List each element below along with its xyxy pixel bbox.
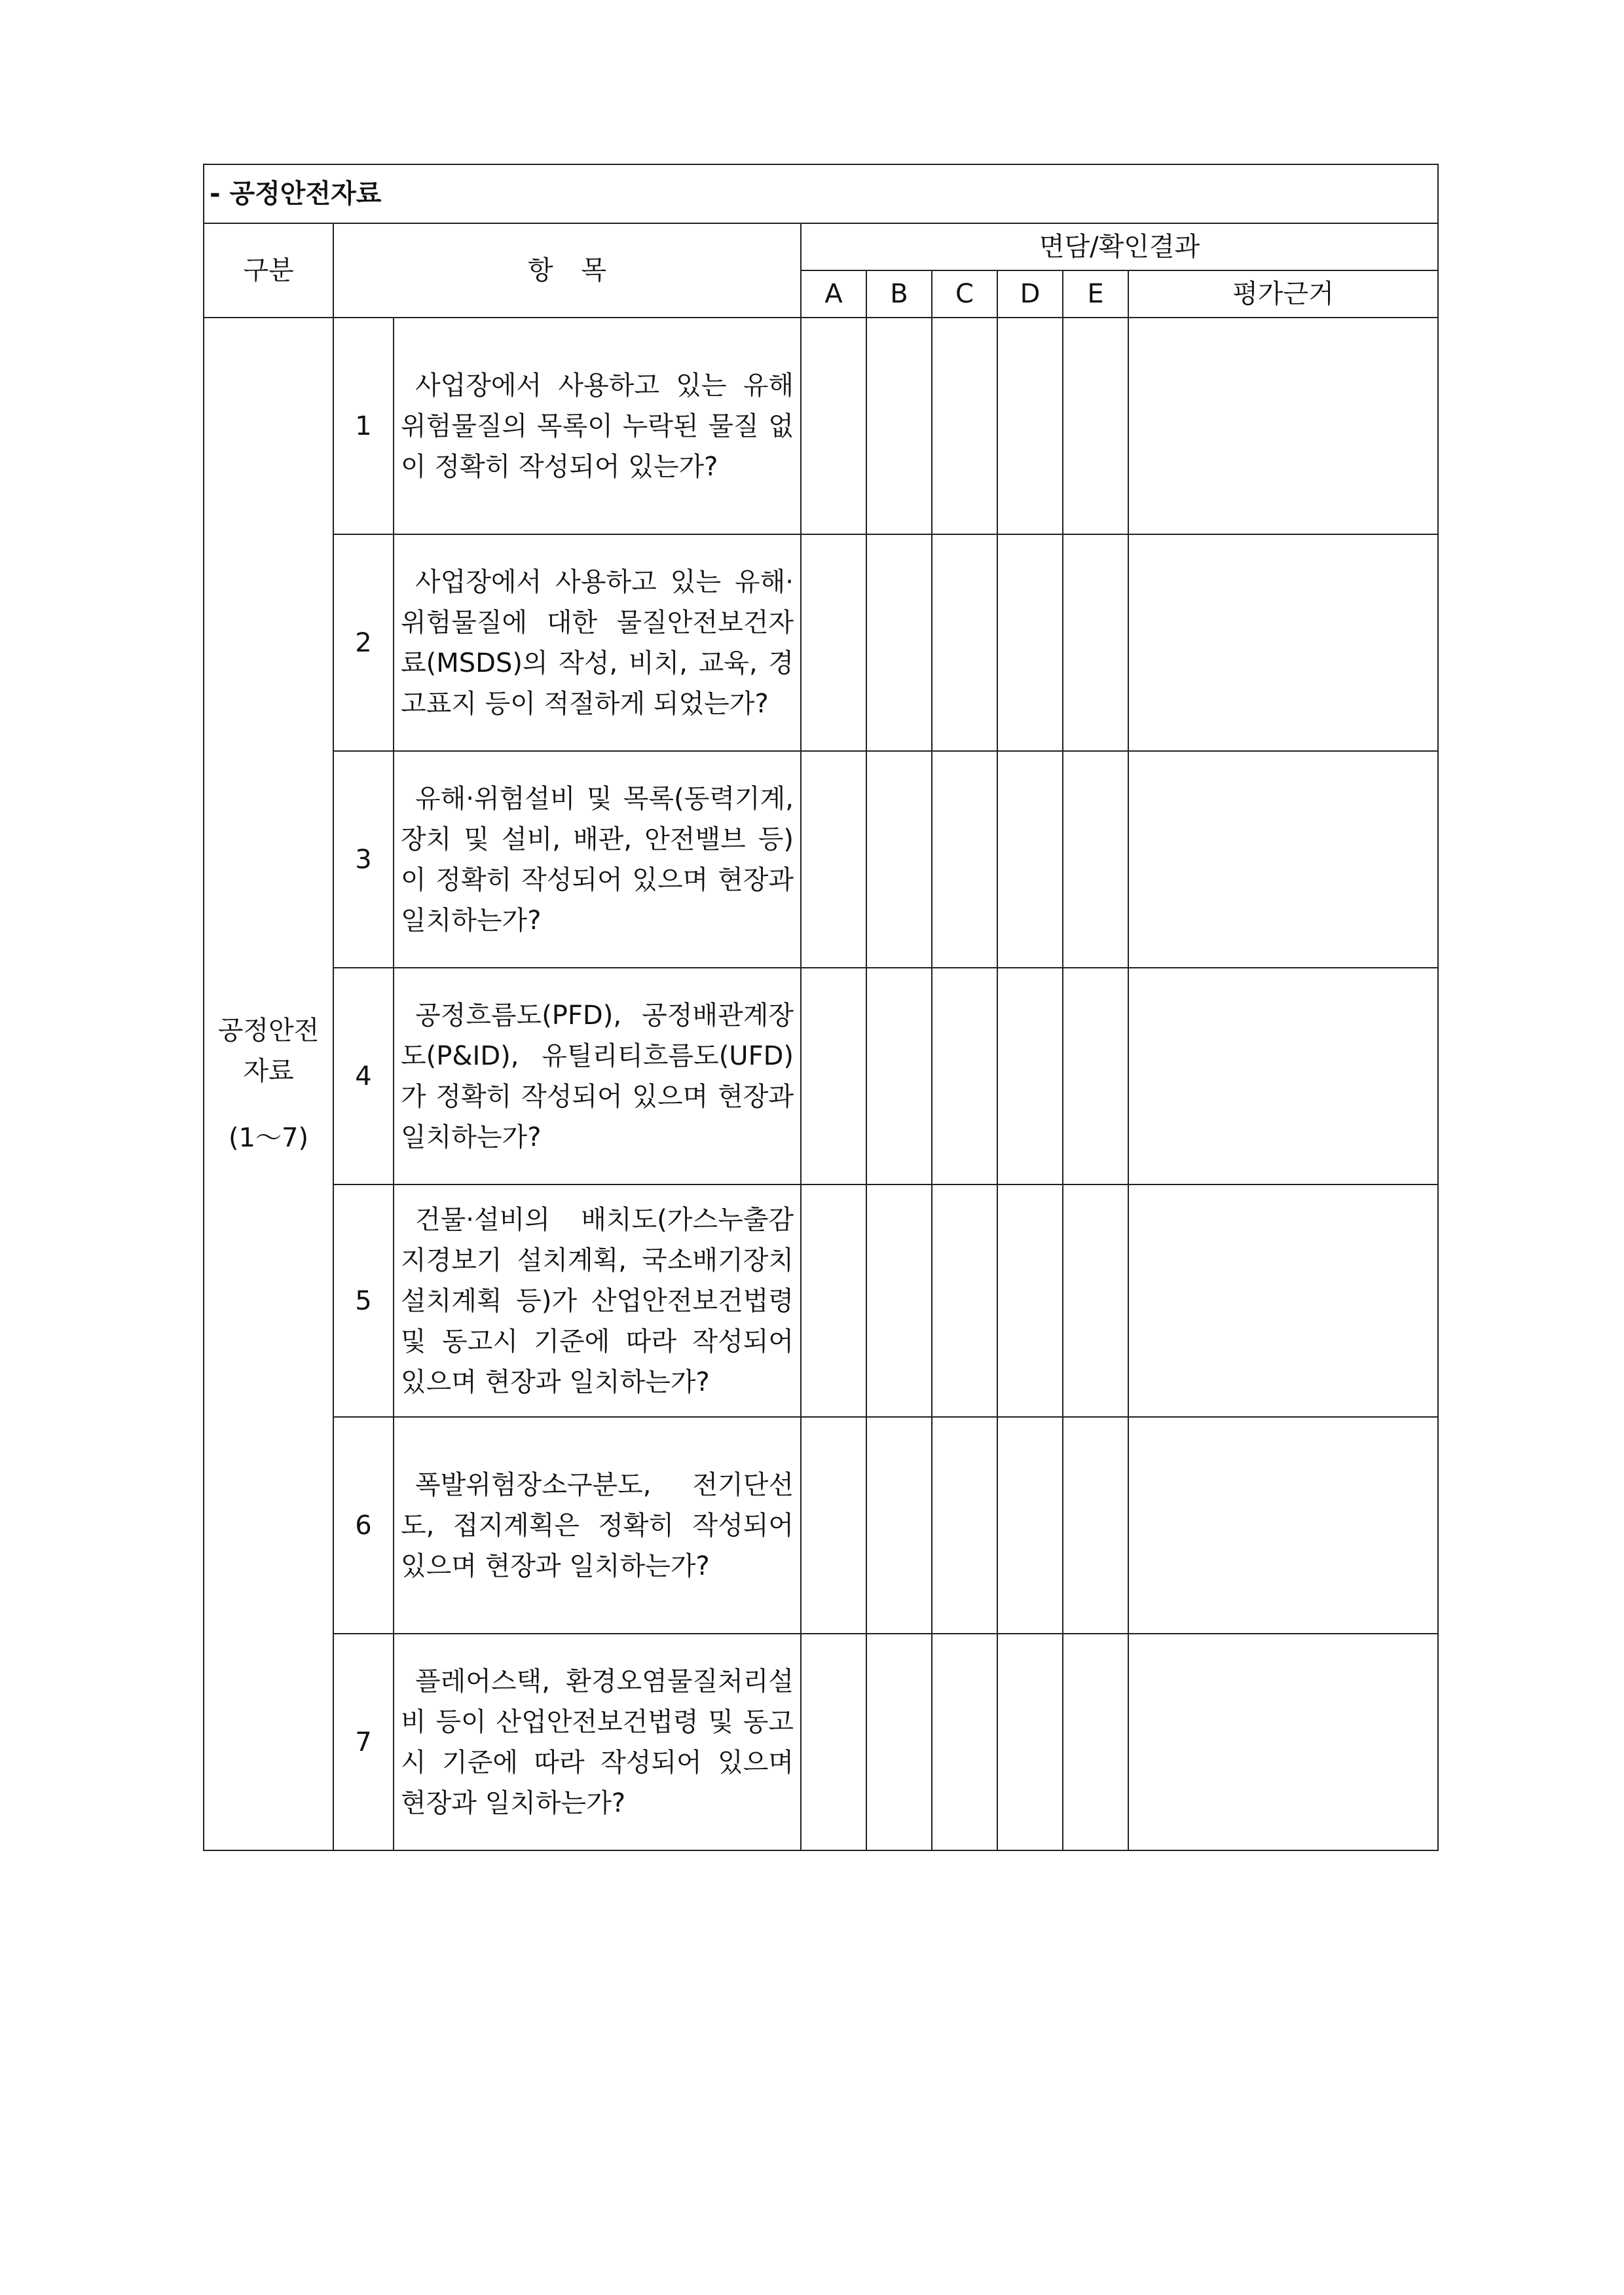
grade-b-cell[interactable]: [866, 1634, 932, 1850]
item-number: 3: [333, 751, 394, 968]
header-item: 항 목: [333, 223, 801, 318]
grade-b-cell[interactable]: [866, 1184, 932, 1417]
grade-a-cell[interactable]: [801, 1184, 866, 1417]
table-row: [204, 318, 1438, 534]
table-row: [204, 968, 1438, 1184]
item-number: 1: [333, 318, 394, 534]
grade-d-cell[interactable]: [997, 751, 1063, 968]
grade-a-cell[interactable]: [801, 1634, 866, 1850]
grade-e-cell[interactable]: [1063, 968, 1128, 1184]
grade-d-cell[interactable]: [997, 968, 1063, 1184]
table-row: [204, 751, 1438, 968]
item-text: 폭발위험장소구분도, 전기단선도, 접지계획은 정확히 작성되어 있으며 현장과 일치하는가?: [394, 1417, 801, 1634]
category-name-line2: 자료: [243, 1056, 294, 1086]
basis-cell[interactable]: [1128, 968, 1438, 1184]
item-number: 5: [333, 1184, 394, 1417]
section-title: - 공정안전자료: [204, 164, 1438, 223]
grade-c-cell[interactable]: [932, 1184, 997, 1417]
basis-cell[interactable]: [1128, 1634, 1438, 1850]
category-cell: [204, 318, 333, 1850]
item-number: 4: [333, 968, 394, 1184]
grade-d-cell[interactable]: [997, 1184, 1063, 1417]
grade-b-cell[interactable]: [866, 1417, 932, 1634]
evaluation-table: [203, 164, 1439, 1851]
grade-c-cell[interactable]: [932, 1634, 997, 1850]
item-number: 7: [333, 1634, 394, 1850]
header-basis: 평가근거: [1128, 270, 1438, 318]
grade-c-cell[interactable]: [932, 751, 997, 968]
item-number: 2: [333, 534, 394, 751]
basis-cell[interactable]: [1128, 318, 1438, 534]
header-interview-result: 면담/확인결과: [801, 223, 1438, 270]
grade-b-cell[interactable]: [866, 751, 932, 968]
grade-b-cell[interactable]: [866, 318, 932, 534]
header-grade-b: B: [866, 270, 932, 318]
header-grade-d: D: [997, 270, 1063, 318]
category-name-line1: 공정안전: [217, 1015, 320, 1046]
basis-cell[interactable]: [1128, 751, 1438, 968]
category-range: (1～7): [228, 1122, 309, 1153]
basis-cell[interactable]: [1128, 1417, 1438, 1634]
grade-d-cell[interactable]: [997, 1634, 1063, 1850]
item-text: 건물·설비의 배치도(가스누출감지경보기 설치계획, 국소배기장치 설치계획 등)가 산업안전보건법령 및 동고시 기준에 따라 작성되어 있으며 현장과 일치하는가?: [394, 1184, 801, 1417]
table-row: [204, 1417, 1438, 1634]
item-text: 사업장에서 사용하고 있는 유해위험물질의 목록이 누락된 물질 없이 정확히 작성되어 있는가?: [394, 318, 801, 534]
grade-a-cell[interactable]: [801, 968, 866, 1184]
header-category: 구분: [204, 223, 333, 318]
header-grade-c: C: [932, 270, 997, 318]
grade-c-cell[interactable]: [932, 534, 997, 751]
grade-b-cell[interactable]: [866, 968, 932, 1184]
grade-e-cell[interactable]: [1063, 534, 1128, 751]
grade-c-cell[interactable]: [932, 968, 997, 1184]
item-text: 유해·위험설비 및 목록(동력기계, 장치 및 설비, 배관, 안전밸브 등)이 정확히 작성되어 있으며 현장과 일치하는가?: [394, 751, 801, 968]
basis-cell[interactable]: [1128, 534, 1438, 751]
grade-e-cell[interactable]: [1063, 1634, 1128, 1850]
grade-e-cell[interactable]: [1063, 1184, 1128, 1417]
grade-d-cell[interactable]: [997, 534, 1063, 751]
basis-cell[interactable]: [1128, 1184, 1438, 1417]
grade-c-cell[interactable]: [932, 318, 997, 534]
grade-b-cell[interactable]: [866, 534, 932, 751]
header-grade-a: A: [801, 270, 866, 318]
header-grade-e: E: [1063, 270, 1128, 318]
item-number: 6: [333, 1417, 394, 1634]
grade-e-cell[interactable]: [1063, 1417, 1128, 1634]
item-text: 플레어스택, 환경오염물질처리설비 등이 산업안전보건법령 및 동고시 기준에 따라 작성되어 있으며 현장과 일치하는가?: [394, 1634, 801, 1850]
grade-e-cell[interactable]: [1063, 318, 1128, 534]
grade-d-cell[interactable]: [997, 318, 1063, 534]
item-text: 공정흐름도(PFD), 공정배관계장도(P&ID), 유틸리티흐름도(UFD)가 정확히 작성되어 있으며 현장과 일치하는가?: [394, 968, 801, 1184]
item-text: 사업장에서 사용하고 있는 유해·위험물질에 대한 물질안전보건자료(MSDS)의 작성, 비치, 교육, 경고표지 등이 적절하게 되었는가?: [394, 534, 801, 751]
grade-a-cell[interactable]: [801, 751, 866, 968]
grade-d-cell[interactable]: [997, 1417, 1063, 1634]
table-row: [204, 1184, 1438, 1417]
grade-e-cell[interactable]: [1063, 751, 1128, 968]
table-row: [204, 534, 1438, 751]
grade-a-cell[interactable]: [801, 534, 866, 751]
table-row: [204, 1634, 1438, 1850]
grade-c-cell[interactable]: [932, 1417, 997, 1634]
grade-a-cell[interactable]: [801, 318, 866, 534]
grade-a-cell[interactable]: [801, 1417, 866, 1634]
